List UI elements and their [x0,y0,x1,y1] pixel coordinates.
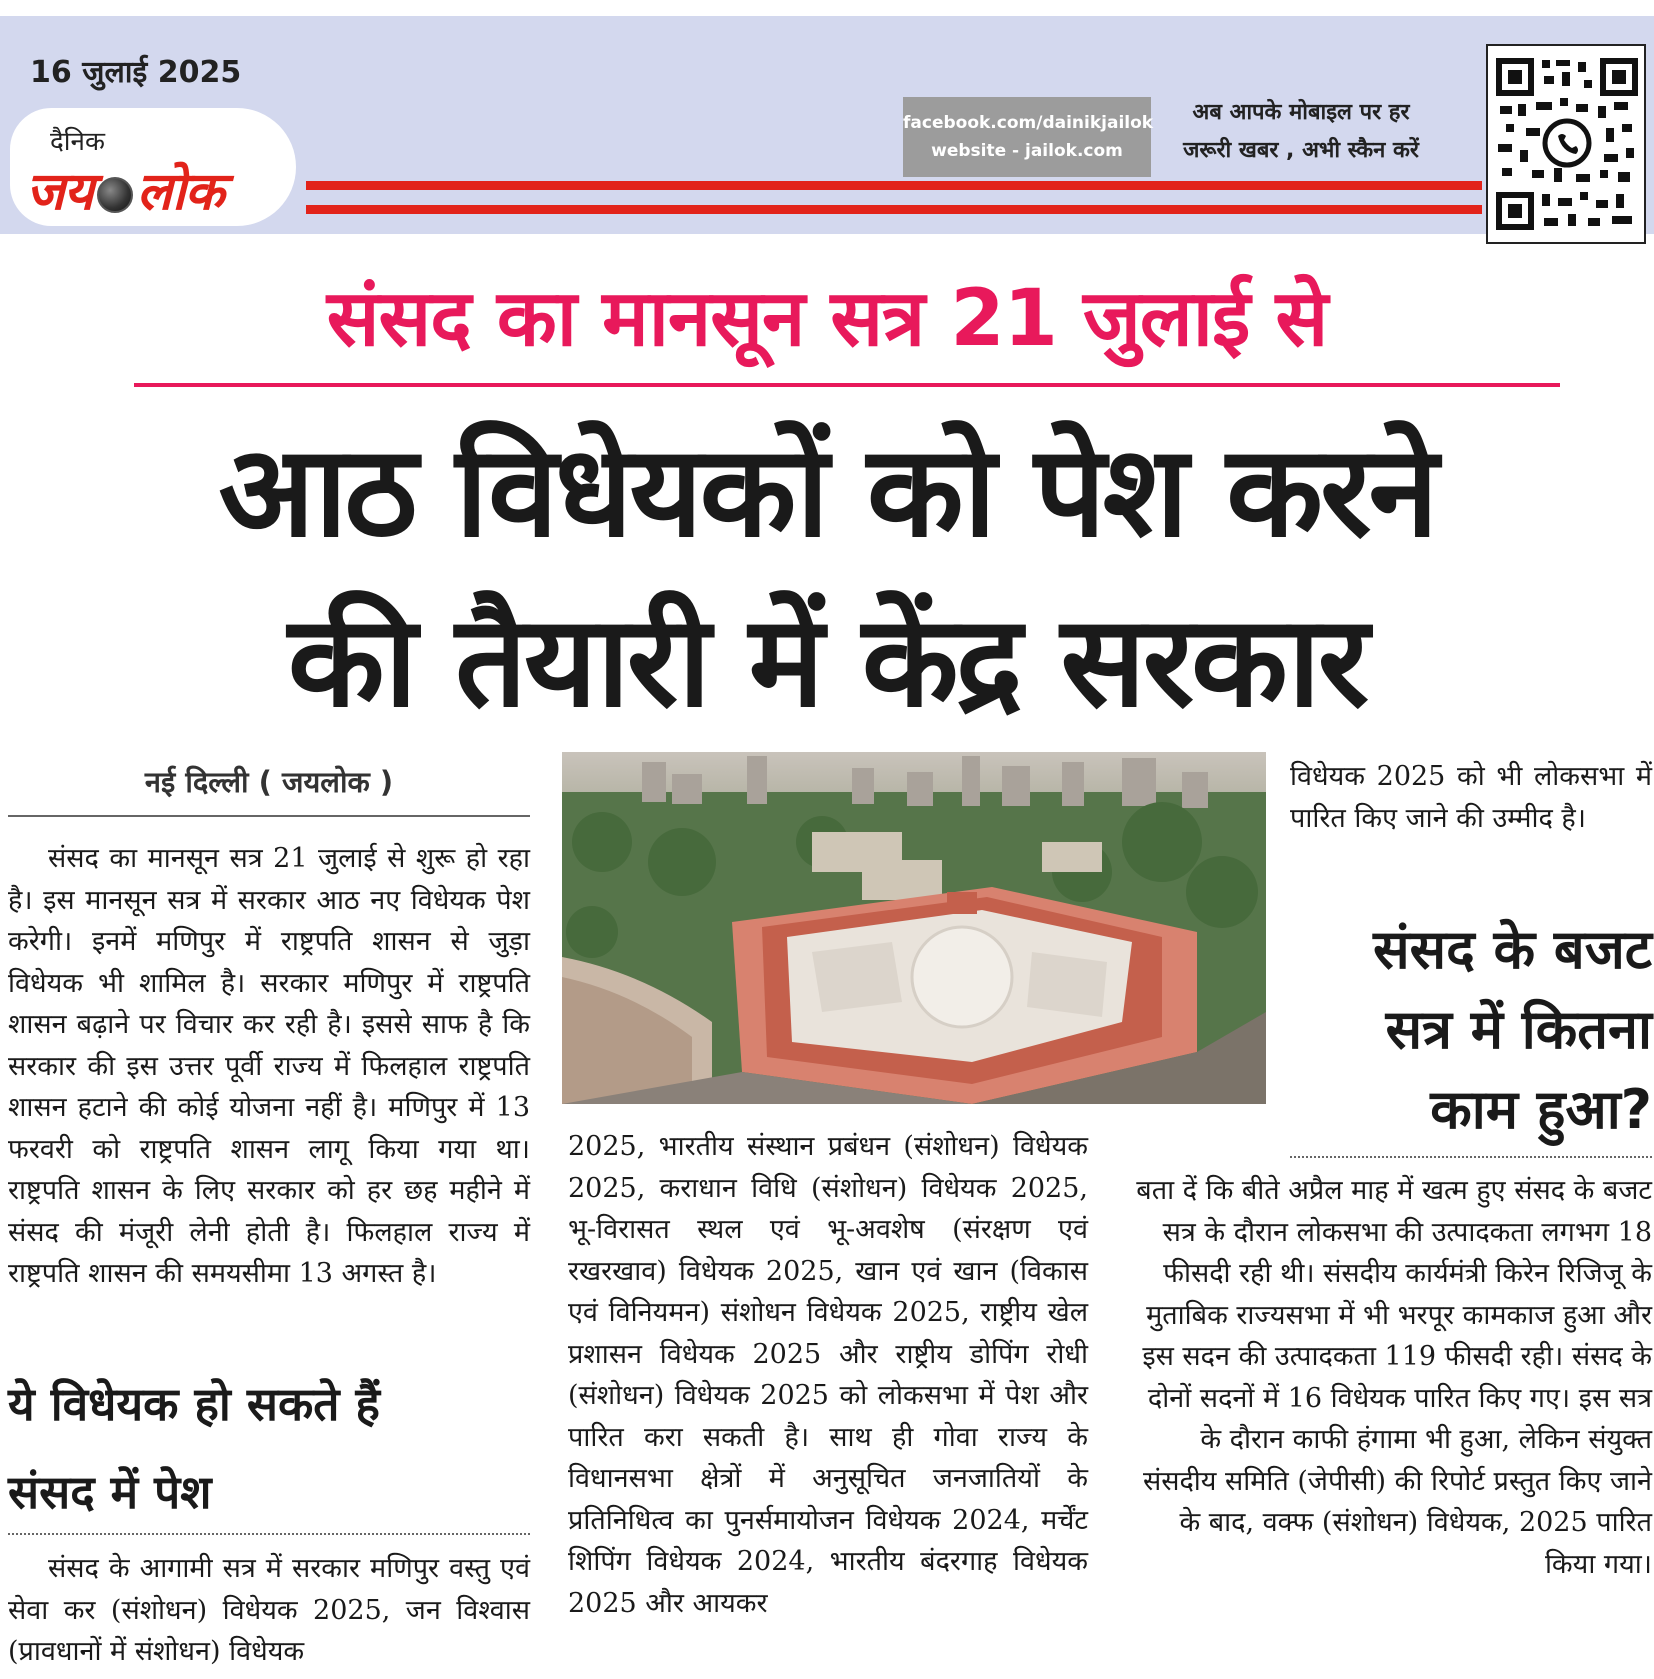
logo-word-right: लोक [136,162,224,222]
subhead-budget-line1: संसद के बजट [1373,918,1652,981]
column3-paragraph2: बता दें कि बीते अप्रैल माह में खत्म हुए संसद के बजट सत्र के दौरान लोकसभा की उत्पादकता लगभग 18 फीसदी रही थी। संसदीय कार्यमंत्री किरेन रिजिजू के मुताबिक राज्यसभा में भी भरपूर कामकाज हुआ और इस सदन की उत्पादकता 119 फीसदी रही। संसद के दोनों सदनों में 16 विधेयक पारित किए गए। इस सत्र के दौरान काफी हंगामा भी हुआ, लेकिन संयुक्त संसदीय समिति (जेपीसी) की रिपोर्ट प्रस्तुत किए जाने के बाद, वक्फ (संशोधन) विधेयक, 2025 पारित किया गया। [1136,1175,1652,1580]
logo-tagline: दैनिक [50,127,105,157]
facebook-link[interactable]: facebook.com/dainikjailok [903,113,1154,133]
edition-date: 16 जुलाई 2025 [30,55,242,90]
subhead-bills-line2: संसद में पेश [8,1465,212,1519]
dateline-rule [8,815,530,817]
subhead-budget-line2: सत्र में कितना [1385,998,1652,1061]
masthead-rule-bottom [306,205,1482,214]
parliament-illustration [562,752,1266,1104]
subhead-bills-rule [8,1533,530,1535]
newspaper-logo[interactable] [10,108,296,226]
parliament-aerial-photo [562,752,1266,1104]
masthead-rule-top [306,181,1482,190]
masthead [0,16,1654,234]
kicker-rule [134,383,1560,387]
column3-paragraph1: विधेयक 2025 को भी लोकसभा में पारित किए जाने की उम्मीद है। [1290,761,1652,834]
social-links-box [903,97,1154,177]
column1-paragraph2: संसद के आगामी सत्र में सरकार मणिपुर वस्तु एवं सेवा कर (संशोधन) विधेयक 2025, जन विश्वास (प्रावधानों में संशोधन) विधेयक [8,1553,530,1667]
column1-paragraph1: संसद का मानसून सत्र 21 जुलाई से शुरू हो रहा है। इस मानसून सत्र में सरकार आठ नए विधेयक पेश करेगी। इनमें मणिपुर में राष्ट्रपति शासन से जुड़ा विधेयक भी शामिल है। सरकार मणिपुर में राष्ट्रपति शासन बढ़ाने पर विचार कर रही है। इससे साफ है कि सरकार की इस उत्तर पूर्वी राज्य में फिलहाल राष्ट्रपति शासन हटाने की कोई योजना नहीं है। मणिपुर में 13 फरवरी को राष्ट्रपति शासन लागू किया गया था। राष्ट्रपति शासन के लिए सरकार को हर छह महीने में संसद की मंजूरी लेनी होती है। फिलहाल राज्य में राष्ट्रपति शासन की समयसीमा 13 अगस्त है। [8,843,530,1289]
subhead-budget-session [1290,910,1652,1150]
scan-promo-line1: अब आपके मोबाइल पर हर [1192,100,1410,125]
main-headline-line2: की तैयारी में केंद्र सरकार [287,588,1367,735]
scan-promo [1170,94,1432,170]
kicker-headline: संसद का मानसून सत्र 21 जुलाई से [326,274,1328,364]
subhead-bills [8,1360,530,1536]
main-headline-line1: आठ विधेयकों को पेश करने [218,418,1436,565]
subhead-budget-rule [1290,1156,1652,1158]
dateline: नई दिल्ली ( जयलोक ) [144,765,394,799]
subhead-bills-line1: ये विधेयक हो सकते हैं [8,1377,380,1431]
qr-code-icon[interactable] [1486,44,1646,244]
logo-wordmark [26,154,223,225]
scan-promo-line2: जरूरी खबर , अभी स्कैन करें [1183,138,1419,163]
website-link[interactable]: website - jailok.com [931,141,1123,161]
qr-code-graphic [1496,58,1638,230]
logo-word-left: जय [26,162,93,222]
subhead-budget-line3: काम हुआ? [1430,1078,1652,1141]
column2-paragraph: 2025, भारतीय संस्थान प्रबंधन (संशोधन) विधेयक 2025, कराधान विधि (संशोधन) विधेयक 2025, भू-विरासत स्थल एवं भू-अवशेष (संरक्षण एवं रखरखाव) विधेयक 2025, खान एवं खान (विकास एवं विनियमन) संशोधन विधेयक 2025, राष्ट्रीय खेल प्रशासन विधेयक 2025 और राष्ट्रीय डोपिंग रोधी (संशोधन) विधेयक 2025 को लोकसभा में पेश और पारित करा सकती है। साथ ही गोवा राज्य के विधानसभा क्षेत्रों में अनुसूचित जनजातियों के प्रतिनिधित्व का पुनर्समायोजन विधेयक 2024, मर्चेंट शिपिंग विधेयक 2024, भारतीय बंदरगाह विधेयक 2025 और आयकर [568,1131,1088,1619]
globe-icon [97,177,133,213]
